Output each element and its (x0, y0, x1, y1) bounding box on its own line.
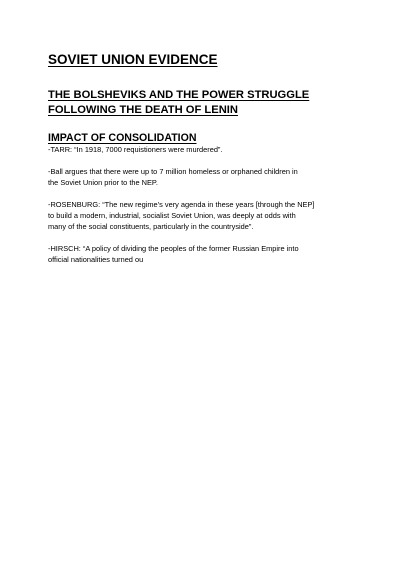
evidence-entry-ball (48, 166, 358, 188)
section-title-line: FOLLOWING THE DEATH OF LENIN (48, 104, 238, 116)
entry-line: -ROSENBURG: “The new regime’s very agenda in these years [through the NEP] (48, 200, 315, 209)
evidence-entry-hirsch (48, 243, 358, 265)
entry-line: -Ball argues that there were up to 7 million homeless or orphaned children in (48, 167, 298, 176)
evidence-entry-tarr (48, 144, 358, 155)
document-title: SOVIET UNION EVIDENCE (48, 52, 218, 67)
section-title (48, 88, 358, 118)
entry-line: the Soviet Union prior to the NEP. (48, 178, 158, 187)
section-title-line: THE BOLSHEVIKS AND THE POWER STRUGGLE (48, 89, 310, 101)
entry-line: many of the social constituents, particularly in the countryside”. (48, 222, 254, 231)
entry-line: -HIRSCH: “A policy of dividing the peoples of the former Russian Empire into (48, 244, 299, 253)
document-body (48, 52, 358, 265)
evidence-entry-rosenburg (48, 199, 358, 232)
entry-line: official nationalities turned ou (48, 255, 144, 264)
entry-line: -TARR: “In 1918, 7000 requistioners were murdered”. (48, 145, 223, 154)
subheading-impact-of-consolidation: IMPACT OF CONSOLIDATION (48, 132, 197, 144)
entry-line: to build a modern, industrial, socialist Soviet Union, was deeply at odds with (48, 211, 296, 220)
